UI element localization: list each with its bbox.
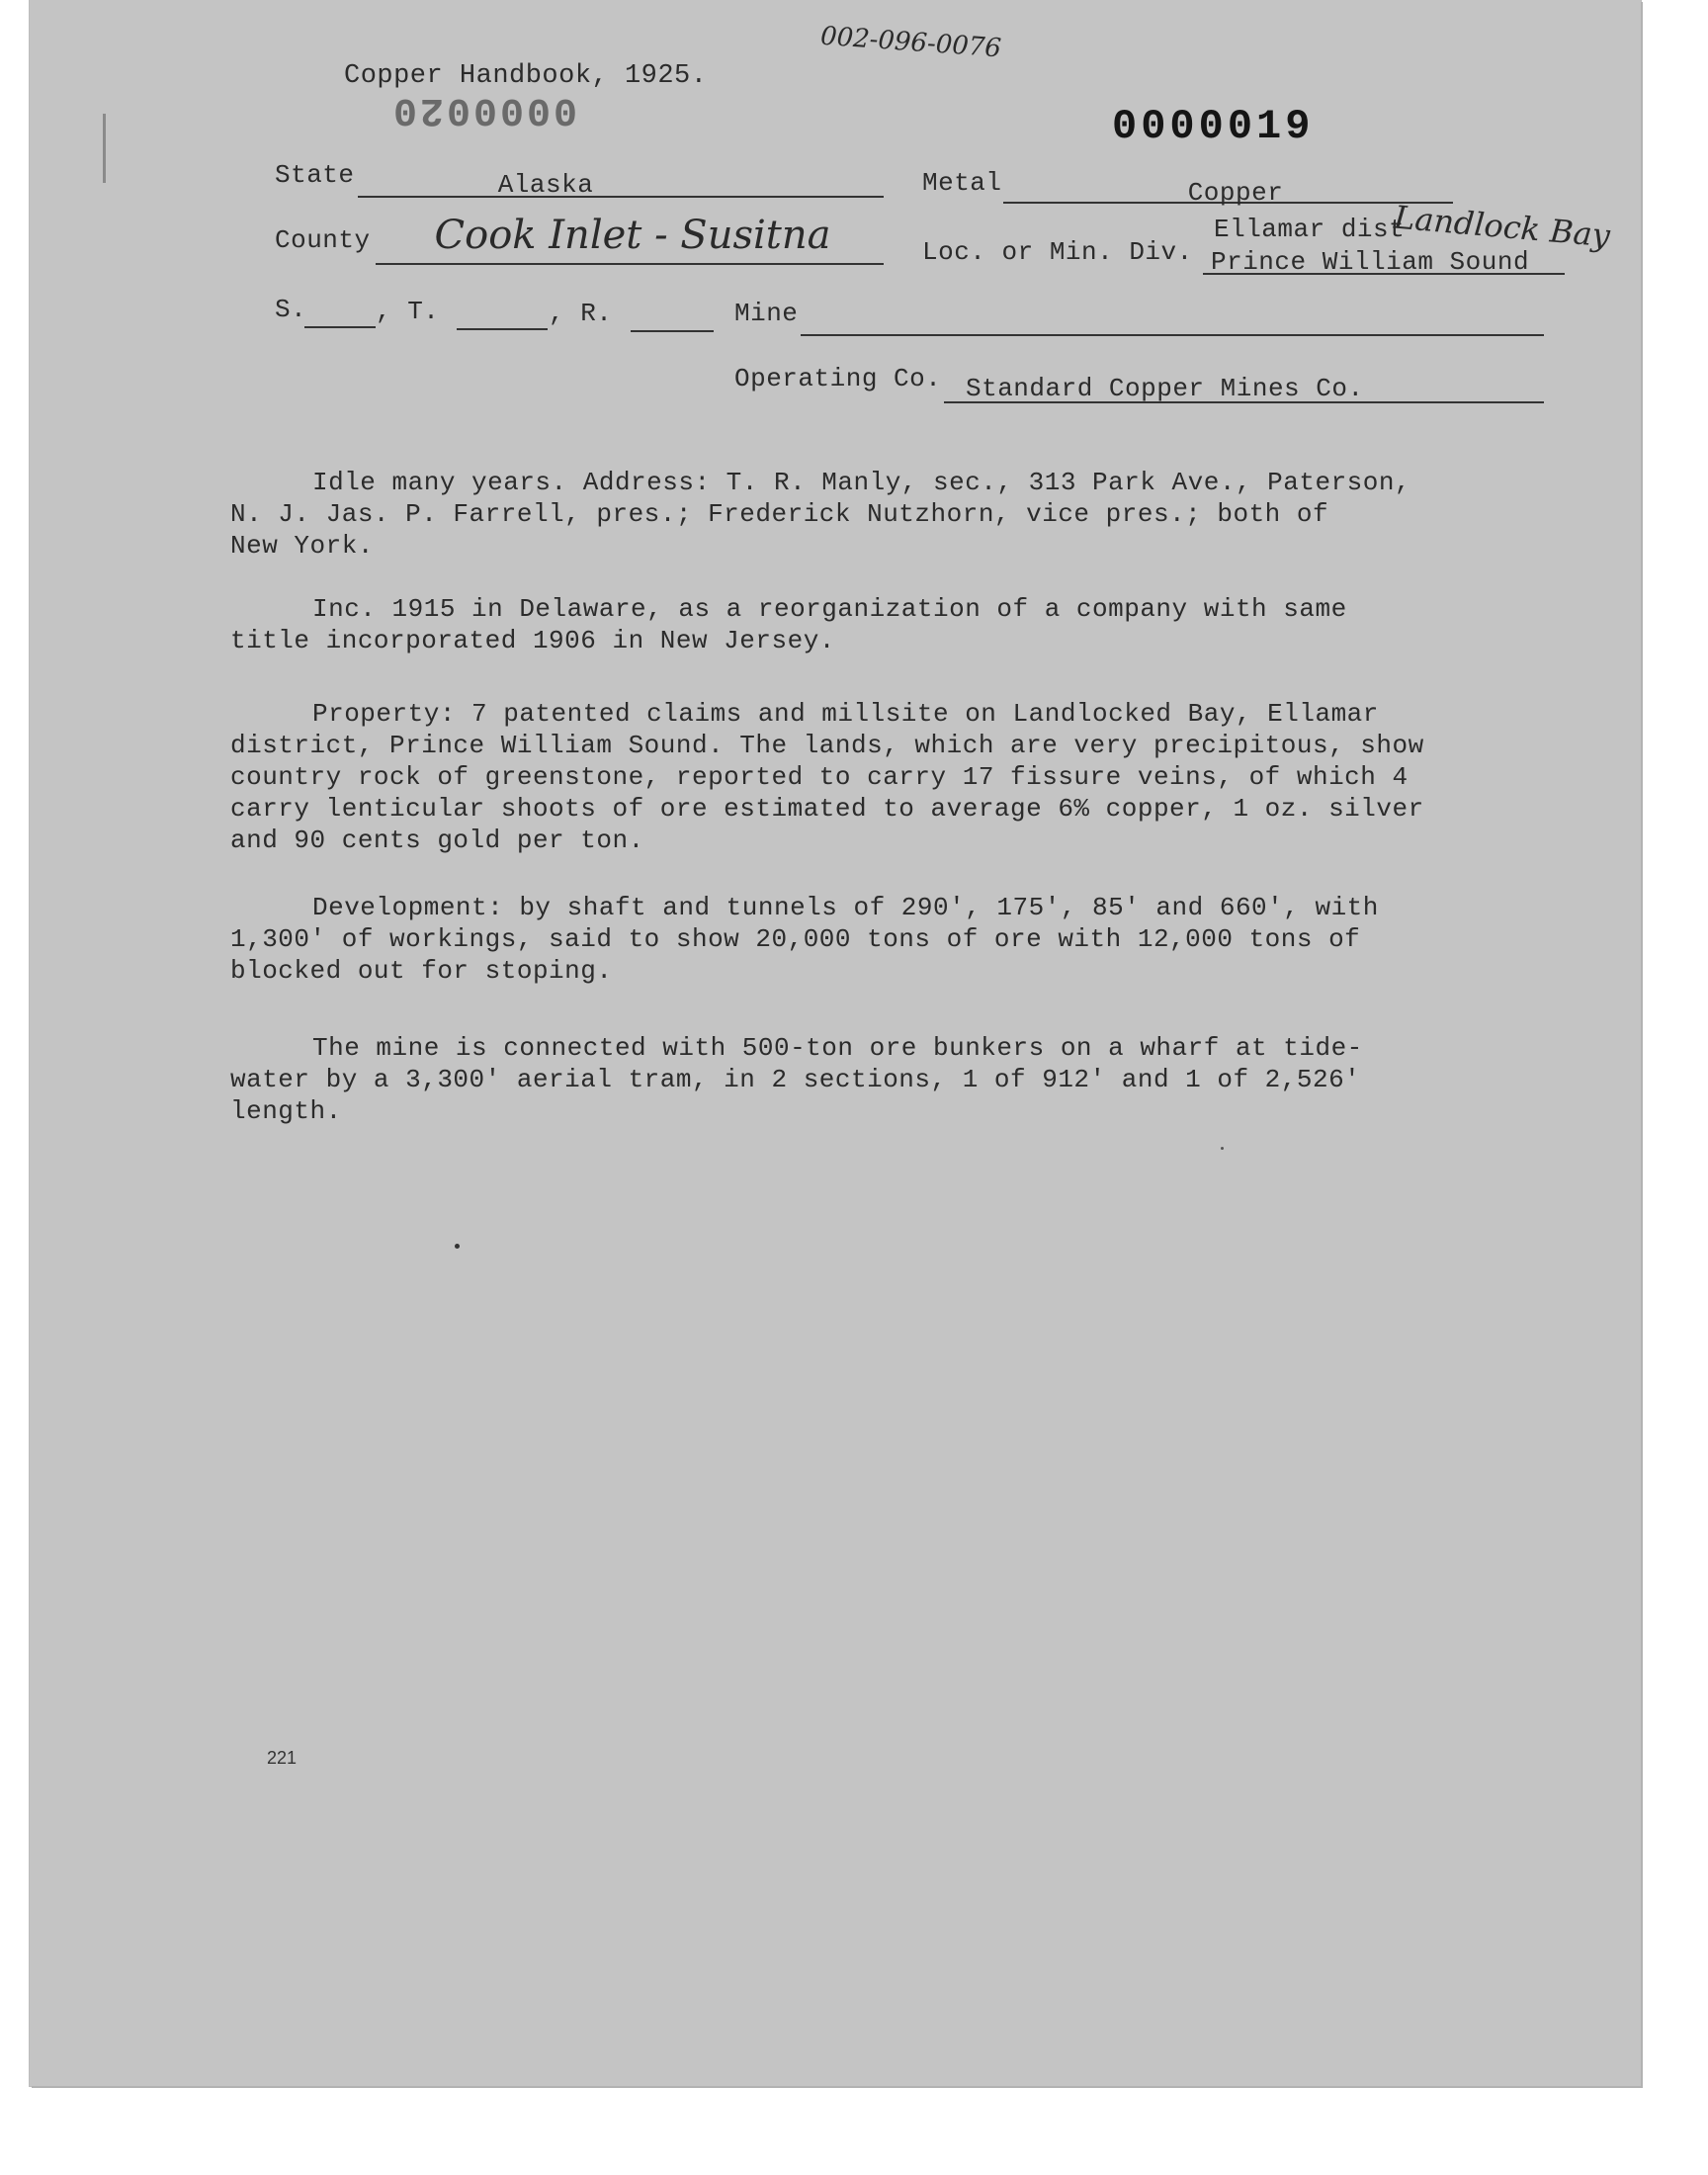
- range-underline: [631, 330, 714, 332]
- document-stamp-id: 0000019: [1112, 103, 1315, 150]
- section-underline: [304, 326, 376, 328]
- text-line: carry lenticular shoots of ore estimated to average 6% copper, 1 oz. silver: [230, 794, 1424, 824]
- paragraph-incorporation: [230, 593, 1515, 656]
- loc-label: Loc. or Min. Div.: [922, 237, 1193, 267]
- paragraph-development: [230, 892, 1515, 987]
- text-line: and 90 cents gold per ton.: [230, 826, 644, 855]
- text-line: Idle many years. Address: T. R. Manly, sec., 313 Park Ave., Paterson,: [312, 468, 1411, 497]
- county-value: Cook Inlet - Susitna: [434, 213, 831, 258]
- range-label: , R.: [549, 299, 613, 328]
- paragraph-property: [230, 698, 1515, 856]
- metal-label: Metal: [922, 168, 1002, 198]
- state-label: State: [275, 160, 355, 190]
- loc-district: Ellamar dist: [1214, 215, 1406, 244]
- text-line: Property: 7 patented claims and millsite on Landlocked Bay, Ellamar: [312, 699, 1379, 729]
- source-title: Copper Handbook, 1925.: [344, 61, 708, 91]
- text-line: The mine is connected with 500-ton ore bunkers on a wharf at tide-: [312, 1033, 1363, 1063]
- document-number: 002-096-0076: [819, 21, 1002, 64]
- county-label: County: [275, 225, 371, 255]
- loc-value: Prince William Sound: [1211, 247, 1530, 277]
- loc-handwritten: Landlock Bay: [1392, 198, 1612, 255]
- paragraph-tram: [230, 1032, 1515, 1127]
- speck-mark: [1221, 1147, 1224, 1150]
- document-page: [30, 0, 1641, 2086]
- operating-label: Operating Co.: [734, 364, 942, 393]
- operating-value: Standard Copper Mines Co.: [966, 374, 1364, 403]
- text-line: Inc. 1915 in Delaware, as a reorganization of a company with same: [312, 594, 1347, 624]
- text-line: country rock of greenstone, reported to carry 17 fissure veins, of which 4: [230, 762, 1409, 792]
- text-line: title incorporated 1906 in New Jersey.: [230, 626, 835, 655]
- text-line: 1,300' of workings, said to show 20,000 tons of ore with 12,000 tons of: [230, 924, 1361, 954]
- text-line: blocked out for stoping.: [230, 956, 613, 986]
- township-underline: [457, 328, 548, 330]
- section-label: S.: [275, 295, 307, 324]
- metal-value: Copper: [1187, 178, 1284, 208]
- page-number: 221: [267, 1748, 298, 1768]
- township-label: , T.: [376, 297, 440, 326]
- text-line: N. J. Jas. P. Farrell, pres.; Frederick Nutzhorn, vice pres.; both of: [230, 499, 1329, 529]
- text-line: district, Prince William Sound. The lands, which are very precipitous, show: [230, 731, 1424, 760]
- mine-underline: [801, 334, 1544, 336]
- speck-mark: [455, 1244, 460, 1249]
- margin-mark: [103, 114, 106, 183]
- text-line: New York.: [230, 531, 374, 561]
- text-line: Development: by shaft and tunnels of 290', 175', 85' and 660', with: [312, 893, 1379, 922]
- text-line: length.: [230, 1096, 342, 1126]
- county-underline: [376, 263, 884, 265]
- text-line: water by a 3,300' aerial tram, in 2 sections, 1 of 912' and 1 of 2,526': [230, 1065, 1361, 1094]
- state-value: Alaska: [497, 170, 594, 200]
- inverted-stamp: 0000020: [390, 87, 578, 131]
- paragraph-address: [230, 467, 1515, 562]
- mine-label: Mine: [734, 299, 799, 328]
